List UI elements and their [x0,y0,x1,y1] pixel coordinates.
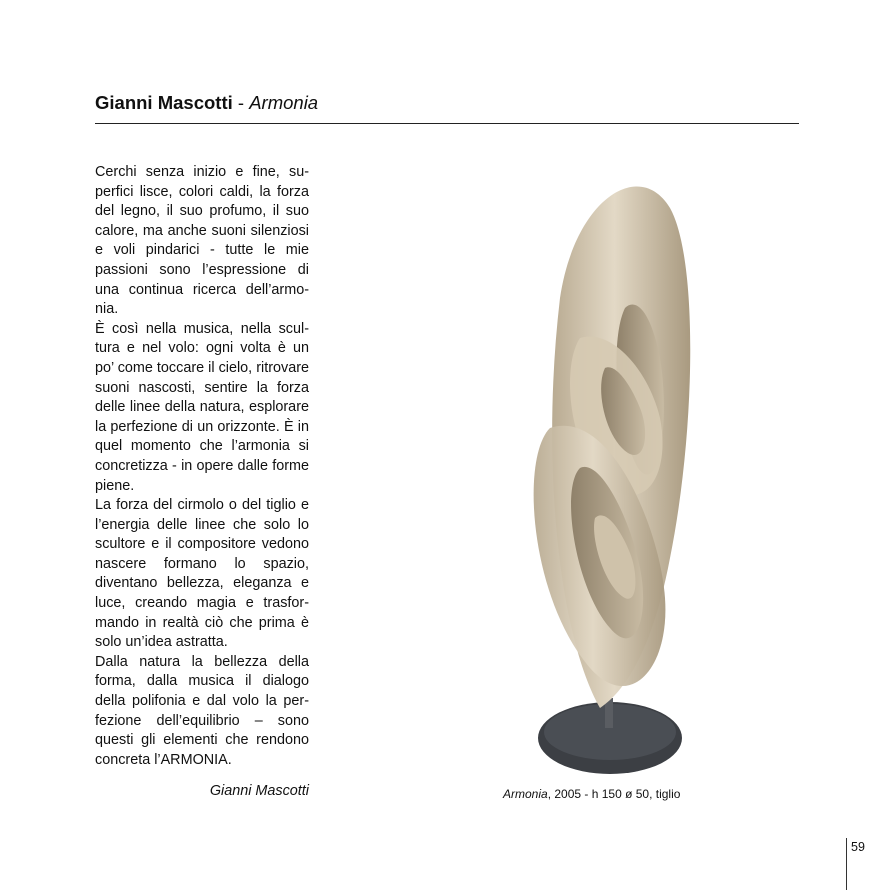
statement-paragraph: È così nella musica, nella scultura e nel volo: ogni volta è un po’ come toccare il cielo, ritrovare suoni nascosti, sentire la forza delle linee della natura, esplorare la perfezione di un orizzonte. È in quel momento che l’armonia si concretizza - in opere dalle forme piene. [95,320,309,494]
sculpture-image [520,168,702,778]
figure-caption [503,787,680,801]
caption-details: , 2005 - h 150 ø 50, tiglio [547,787,681,801]
statement-paragraph: Cerchi senza inizio e fine, superfici lisce, colori caldi, la forza del legno, il suo profumo, il suo calore, ma anche suoni silenziosi e voli pindarici - tutte le mie passioni sono l’espressione di una continua ricerca dell’armonia. [95,164,309,318]
artist-name: Gianni Mascotti [95,92,233,113]
page-number-divider [846,838,847,890]
caption-title: Armonia [503,787,548,801]
statement-paragraph: Dalla natura la bellezza della forma, dalla musica il dialogo della polifonia e dal volo la perfezione dell’equilibrio – sono questi gli elementi che rendono concreta l’ARMONIA. [95,653,309,768]
statement-paragraph: La forza del cirmolo o del tiglio e l’energia delle linee che solo lo scultore e il compositore vedono nascere formano lo spazio, diventano bellezza, eleganza e luce, creando magia e trasformando in realtà ciò che prima è solo un’idea astratta. [95,497,309,651]
title-separator: - [232,92,250,113]
page-number: 59 [851,840,865,854]
artist-statement [95,163,309,770]
signature: Gianni Mascotti [209,783,309,799]
work-title: Armonia [249,92,319,113]
title-divider [95,123,799,124]
page-title [95,92,318,114]
